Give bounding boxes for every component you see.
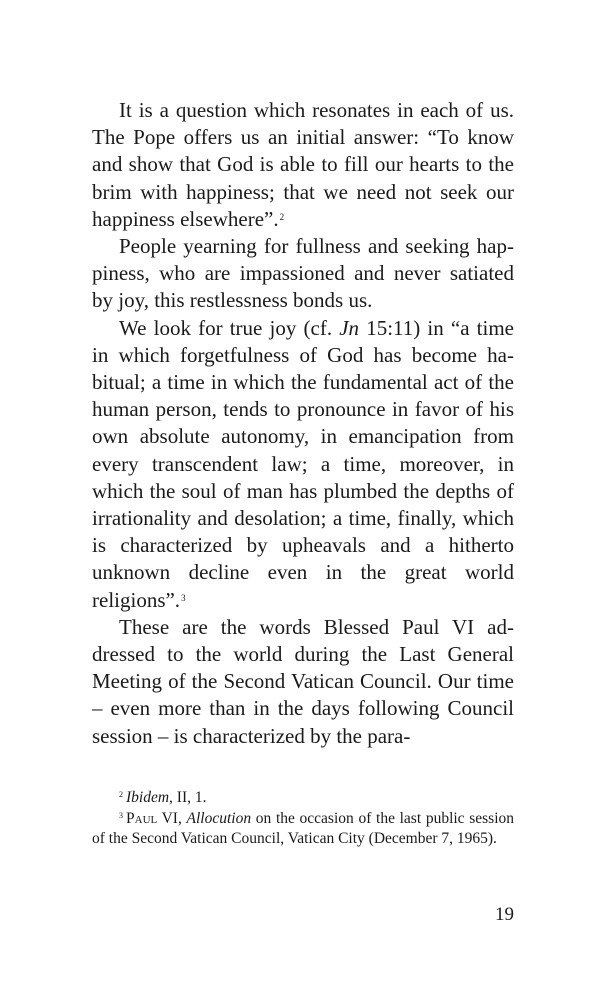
body-text [92, 97, 514, 750]
footnote-3 [92, 809, 514, 850]
footnote-ref-3: 3 [181, 592, 186, 603]
footnote-3-text: on the occasion of the last public session of the Second Vatican Council, Vatican City (December 7, 1965). [92, 809, 515, 847]
paragraph-2 [92, 233, 514, 315]
footnote-3-author: Paul VI [126, 809, 178, 827]
footnote-2 [92, 788, 514, 809]
footnote-3-separator: , [177, 809, 187, 827]
paragraph-2-text: People yearning for fullness and seeking happiness, who are impassioned and never satiated by joy, this restlessness bonds us. [92, 234, 514, 313]
paragraph-1 [92, 97, 514, 233]
paragraph-4-text: These are the words Blessed Paul VI addressed to the world during the Last General Meeting of the Second Vatican Council. Our time – even more than in the days following Council session – is characterized by the para- [92, 614, 514, 748]
paragraph-3 [92, 315, 514, 614]
paragraph-3-text-end: 15:11) in “a time in which forgetfulness of God has become habitual; a time in which the fundamental act of the human person, tends to pronounce in favor of his own absolute autonomy, in emancipation from every transcendent law; a time, moreover, in which the soul of man has plumbed the depths of irrationality and desolation; a time, finally, which is characterized by upheavals and a hitherto unknown decline even in the great world religions”. [92, 315, 514, 612]
footnote-2-title: Ibidem [126, 789, 170, 806]
footnote-ref-2: 2 [279, 211, 285, 222]
paragraph-3-text-start: We look for true joy (cf. [119, 315, 340, 340]
footnote-3-number: 3 [119, 810, 123, 820]
footnotes [92, 788, 514, 850]
paragraph-4 [92, 614, 514, 750]
scripture-book: Jn [339, 315, 360, 340]
paragraph-1-text: It is a question which resonates in each of us. The Pope offers us an initial answer: “To know and show that God is able to fill our hearts to the brim with happiness; that we need not seek our happiness elsewhere”. [92, 98, 514, 231]
footnote-2-text: , II, 1. [169, 789, 207, 806]
footnote-3-title: Allocution [186, 809, 252, 827]
page-number: 19 [495, 904, 514, 925]
footnote-2-number: 2 [119, 790, 123, 799]
